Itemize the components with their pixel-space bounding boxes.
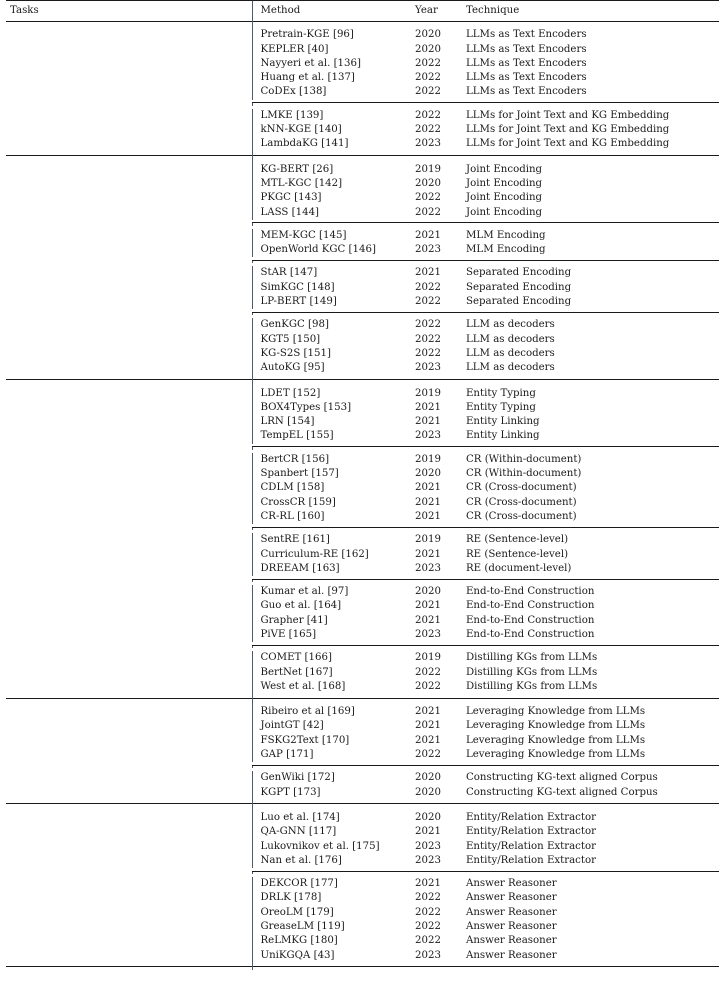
year-cell: 2019 [415, 534, 441, 546]
method-cell: SentRE [161] [252, 533, 414, 547]
technique-cell: Entity Linking [466, 430, 540, 442]
method-cell: DEKCOR [177] [252, 877, 414, 891]
technique-cell: Leveraging Knowledge from LLMs [466, 720, 646, 732]
task-label-cell [6, 807, 252, 967]
method-cell: CoDEx [138] [252, 85, 414, 99]
method-cell: LDET [152] [252, 387, 414, 401]
task-label-cell [6, 24, 252, 155]
year-cell: 2021 [415, 878, 441, 890]
year-cell: 2019 [415, 163, 441, 175]
method-cell: MTL-KGC [142] [252, 177, 414, 191]
technique-cell: LLMs as Text Encoders [466, 43, 587, 55]
technique-cell: MLM Encoding [466, 229, 546, 241]
year-cell: 2023 [415, 949, 441, 961]
technique-cell: Answer Reasoner [466, 878, 557, 890]
technique-cell: LLMs for Joint Text and KG Embedding [466, 138, 670, 150]
method-cell: AutoKG [95] [252, 361, 414, 375]
year-cell: 2022 [415, 57, 441, 69]
year-cell: 2021 [415, 510, 441, 522]
method-cell: BertNet [167] [252, 666, 414, 680]
year-cell: 2021 [415, 548, 441, 560]
year-cell: 2021 [415, 734, 441, 746]
method-cell: LambdaKG [141] [252, 137, 414, 151]
technique-cell: Answer Reasoner [466, 949, 557, 961]
year-cell: 2022 [415, 892, 441, 904]
technique-cell: LLMs as Text Encoders [466, 86, 587, 98]
method-cell: SimKGC [148] [252, 281, 414, 295]
technique-cell: Entity Typing [466, 401, 536, 413]
year-cell: 2020 [415, 468, 441, 480]
method-cell: COMET [166] [252, 651, 414, 665]
technique-cell: CR (Within-document) [466, 453, 582, 465]
technique-cell: Separated Encoding [466, 296, 572, 308]
method-cell: Pretrain-KGE [96] [252, 28, 414, 42]
column-header-technique: Technique [466, 4, 520, 16]
method-cell: KGPT [173] [252, 786, 414, 800]
method-cell: CR-RL [160] [252, 510, 414, 524]
method-cell: GAP [171] [252, 748, 414, 762]
year-cell: 2022 [415, 86, 441, 98]
method-cell: JointGT [42] [252, 719, 414, 733]
technique-cell: LLMs as Text Encoders [466, 29, 587, 41]
year-cell: 2020 [415, 786, 441, 798]
technique-cell: Constructing KG-text aligned Corpus [466, 786, 658, 798]
method-cell: CrossCR [159] [252, 496, 414, 510]
year-cell: 2021 [415, 826, 441, 838]
year-cell: 2022 [415, 281, 441, 293]
technique-cell: Joint Encoding [466, 177, 543, 189]
technique-cell: Entity Typing [466, 387, 536, 399]
method-cell: GenKGC [98] [252, 318, 414, 332]
method-cell: LP-BERT [149] [252, 295, 414, 309]
technique-cell: End-to-End Construction [466, 586, 595, 598]
technique-cell: Leveraging Knowledge from LLMs [466, 734, 646, 746]
method-cell: StAR [147] [252, 266, 414, 280]
llm-kg-survey-table [6, 0, 719, 970]
method-cell: LRN [154] [252, 415, 414, 429]
year-cell: 2021 [415, 496, 441, 508]
year-cell: 2022 [415, 906, 441, 918]
technique-cell: LLMs for Joint Text and KG Embedding [466, 109, 670, 121]
year-cell: 2022 [415, 347, 441, 359]
method-cell: Huang et al. [137] [252, 71, 414, 85]
year-cell: 2021 [415, 482, 441, 494]
technique-cell: Constructing KG-text aligned Corpus [466, 772, 658, 784]
technique-cell: CR (Cross-document) [466, 482, 577, 494]
method-cell: Nayyeri et al. [136] [252, 57, 414, 71]
method-cell: PKGC [143] [252, 191, 414, 205]
method-cell: Lukovnikov et al. [175] [252, 840, 414, 854]
technique-cell: LLM as decoders [466, 362, 555, 374]
year-cell: 2020 [415, 29, 441, 41]
year-cell: 2021 [415, 614, 441, 626]
technique-cell: Entity/Relation Extractor [466, 854, 596, 866]
technique-cell: End-to-End Construction [466, 614, 595, 626]
method-cell: PiVE [165] [252, 628, 414, 642]
year-cell: 2019 [415, 387, 441, 399]
method-cell: TempEL [155] [252, 429, 414, 443]
year-cell: 2023 [415, 138, 441, 150]
method-cell: ReLMKG [180] [252, 934, 414, 948]
year-cell: 2022 [415, 749, 441, 761]
year-cell: 2019 [415, 453, 441, 465]
year-cell: 2022 [415, 666, 441, 678]
method-cell: GreaseLM [119] [252, 920, 414, 934]
technique-cell: MLM Encoding [466, 244, 546, 256]
year-cell: 2020 [415, 43, 441, 55]
method-cell: Grapher [41] [252, 614, 414, 628]
year-cell: 2023 [415, 840, 441, 852]
table-header-row [6, 4, 719, 22]
year-cell: 2022 [415, 935, 441, 947]
technique-cell: Joint Encoding [466, 192, 543, 204]
method-cell: kNN-KGE [140] [252, 123, 414, 137]
technique-cell: Answer Reasoner [466, 892, 557, 904]
technique-cell: LLM as decoders [466, 347, 555, 359]
technique-cell: CR (Cross-document) [466, 510, 577, 522]
technique-cell: RE (Sentence-level) [466, 548, 569, 560]
year-cell: 2021 [415, 600, 441, 612]
year-cell: 2023 [415, 362, 441, 374]
method-cell: Guo et al. [164] [252, 599, 414, 613]
year-cell: 2022 [415, 192, 441, 204]
technique-cell: Entity/Relation Extractor [466, 840, 596, 852]
method-cell: West et al. [168] [252, 680, 414, 694]
method-cell: DREEAM [163] [252, 562, 414, 576]
technique-cell: LLMs as Text Encoders [466, 57, 587, 69]
year-cell: 2023 [415, 628, 441, 640]
year-cell: 2021 [415, 401, 441, 413]
year-cell: 2022 [415, 296, 441, 308]
method-cell: GenWiki [172] [252, 771, 414, 785]
technique-cell: End-to-End Construction [466, 628, 595, 640]
column-header-year: Year [415, 4, 438, 16]
year-cell: 2023 [415, 562, 441, 574]
technique-cell: Joint Encoding [466, 206, 543, 218]
technique-cell: End-to-End Construction [466, 600, 595, 612]
method-cell: OreoLM [179] [252, 906, 414, 920]
year-cell: 2023 [415, 854, 441, 866]
method-cell: Kumar et al. [97] [252, 585, 414, 599]
technique-cell: Answer Reasoner [466, 935, 557, 947]
year-cell: 2021 [415, 706, 441, 718]
technique-cell: RE (Sentence-level) [466, 534, 569, 546]
method-cell: Spanbert [157] [252, 467, 414, 481]
method-cell: FSKG2Text [170] [252, 734, 414, 748]
technique-cell: LLM as decoders [466, 319, 555, 331]
method-cell: DRLK [178] [252, 891, 414, 905]
technique-cell: Distilling KGs from LLMs [466, 680, 598, 692]
technique-cell: Distilling KGs from LLMs [466, 666, 598, 678]
method-cell: MEM-KGC [145] [252, 229, 414, 243]
method-cell: BOX4Types [153] [252, 401, 414, 415]
year-cell: 2020 [415, 772, 441, 784]
technique-cell: Entity/Relation Extractor [466, 826, 596, 838]
method-cell: LASS [144] [252, 206, 414, 220]
method-cell: Curriculum-RE [162] [252, 548, 414, 562]
method-cell: OpenWorld KGC [146] [252, 243, 414, 257]
technique-cell: LLMs as Text Encoders [466, 72, 587, 84]
task-label-cell [6, 159, 252, 380]
method-cell: UniKGQA [43] [252, 949, 414, 963]
technique-cell: Separated Encoding [466, 267, 572, 279]
technique-cell: CR (Within-document) [466, 468, 582, 480]
year-cell: 2020 [415, 586, 441, 598]
table-bottom-rule [6, 967, 719, 970]
technique-cell: Distilling KGs from LLMs [466, 652, 598, 664]
technique-cell: Answer Reasoner [466, 906, 557, 918]
year-cell: 2022 [415, 124, 441, 136]
method-cell: KGT5 [150] [252, 333, 414, 347]
year-cell: 2022 [415, 921, 441, 933]
technique-cell: Leveraging Knowledge from LLMs [466, 749, 646, 761]
year-cell: 2022 [415, 333, 441, 345]
technique-cell: Joint Encoding [466, 163, 543, 175]
technique-cell: Entity Linking [466, 416, 540, 428]
year-cell: 2021 [415, 720, 441, 732]
year-cell: 2021 [415, 267, 441, 279]
column-header-method: Method [252, 4, 414, 22]
year-cell: 2022 [415, 72, 441, 84]
year-cell: 2023 [415, 430, 441, 442]
task-label-cell [6, 701, 252, 804]
method-cell: BertCR [156] [252, 453, 414, 467]
year-cell: 2019 [415, 652, 441, 664]
method-cell: Luo et al. [174] [252, 811, 414, 825]
year-cell: 2022 [415, 109, 441, 121]
year-cell: 2023 [415, 244, 441, 256]
method-cell: KG-S2S [151] [252, 347, 414, 361]
year-cell: 2022 [415, 680, 441, 692]
year-cell: 2022 [415, 319, 441, 331]
technique-cell: RE (document-level) [466, 562, 572, 574]
method-cell: KEPLER [40] [252, 43, 414, 57]
column-header-tasks: Tasks [10, 4, 39, 16]
technique-cell: Answer Reasoner [466, 921, 557, 933]
task-label-cell [6, 383, 252, 699]
method-cell: CDLM [158] [252, 481, 414, 495]
technique-cell: Separated Encoding [466, 281, 572, 293]
year-cell: 2022 [415, 206, 441, 218]
method-cell: Ribeiro et al [169] [252, 705, 414, 719]
year-cell: 2021 [415, 229, 441, 241]
method-cell: Nan et al. [176] [252, 854, 414, 868]
method-cell: KG-BERT [26] [252, 163, 414, 177]
technique-cell: CR (Cross-document) [466, 496, 577, 508]
technique-cell: LLMs for Joint Text and KG Embedding [466, 124, 670, 136]
year-cell: 2020 [415, 177, 441, 189]
technique-cell: Leveraging Knowledge from LLMs [466, 706, 646, 718]
method-cell: LMKE [139] [252, 109, 414, 123]
year-cell: 2020 [415, 811, 441, 823]
technique-cell: LLM as decoders [466, 333, 555, 345]
technique-cell: Entity/Relation Extractor [466, 811, 596, 823]
method-cell: QA-GNN [117] [252, 825, 414, 839]
year-cell: 2021 [415, 416, 441, 428]
